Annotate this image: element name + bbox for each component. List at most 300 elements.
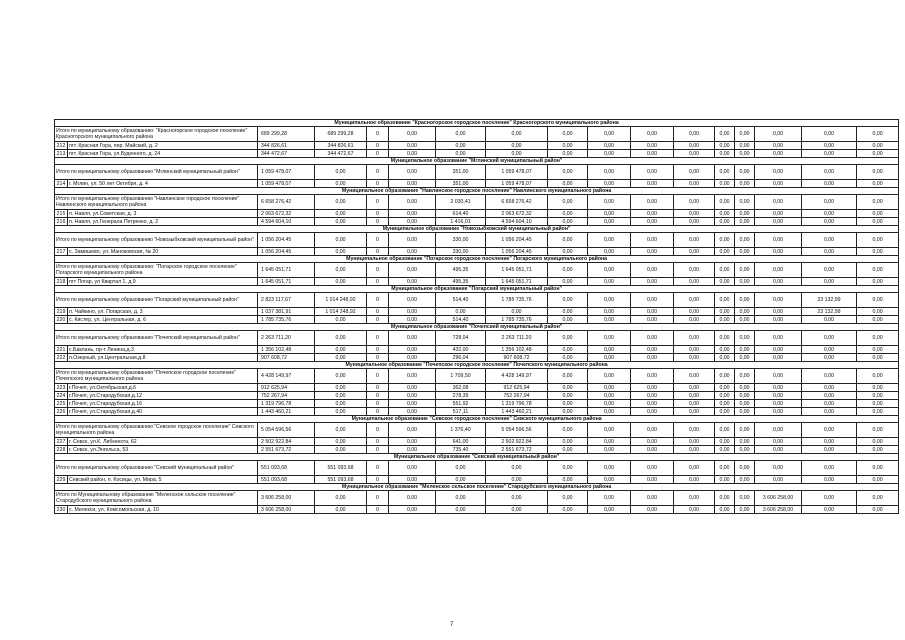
total-value: 6 658 276,42 <box>486 195 548 210</box>
row-number: 214 <box>55 180 68 188</box>
value-cell: 278,39 <box>436 392 486 400</box>
value-cell: 0,00 <box>389 218 436 226</box>
total-value: 0 <box>367 461 389 476</box>
total-value: 0,00 <box>715 165 735 180</box>
address-cell: пгт. Красная Гора, пер. Майский, д. 2 <box>68 142 258 150</box>
total-value: 0,00 <box>735 165 755 180</box>
value-cell: 0,00 <box>715 180 735 188</box>
total-value: 0,00 <box>486 127 548 142</box>
value-cell: 344 472,67 <box>258 150 315 158</box>
value-cell: 0,00 <box>755 354 802 362</box>
table-row <box>55 278 899 286</box>
value-cell: 0,00 <box>755 180 802 188</box>
value-cell: 0,00 <box>548 150 588 158</box>
section-title: Муниципальное образование "Почепский муниципальный район" <box>55 324 899 331</box>
address-cell: пгт Погар, ул Квартал 1, д.9 <box>68 278 258 286</box>
value-cell: 0,00 <box>548 316 588 324</box>
value-cell: 0,00 <box>389 392 436 400</box>
value-cell: 344 826,61 <box>315 142 367 150</box>
value-cell: 0,00 <box>548 346 588 354</box>
value-cell: 0,00 <box>631 506 674 514</box>
total-value: 0,00 <box>755 233 802 248</box>
value-cell: 0,00 <box>548 408 588 416</box>
total-value: 0,00 <box>548 423 588 438</box>
value-cell: 0,00 <box>715 408 735 416</box>
value-cell: 0,00 <box>315 210 367 218</box>
value-cell: 551 093,68 <box>315 476 367 484</box>
value-cell: 0,00 <box>715 142 735 150</box>
value-cell: 0,00 <box>588 180 631 188</box>
section-title: Муниципальное образование "Навлинское городское поселение" Навлинского муниципального района <box>55 188 899 195</box>
value-cell: 0 <box>367 346 389 354</box>
total-value: 23 132,99 <box>802 293 857 308</box>
total-value: 0,00 <box>857 331 899 346</box>
address-cell: п. Навля, ул.Советская, д. 3 <box>68 210 258 218</box>
value-cell: 0,00 <box>486 142 548 150</box>
value-cell: 0,00 <box>857 308 899 316</box>
value-cell: 912 625,94 <box>486 384 548 392</box>
value-cell: 0,00 <box>315 392 367 400</box>
total-value: 3 606 258,00 <box>755 491 802 506</box>
total-value: 0,00 <box>674 127 715 142</box>
value-cell: 0,00 <box>548 354 588 362</box>
address-cell: п. Чайкино, ул. Погарская, д. 3 <box>68 308 258 316</box>
total-value: 0 <box>367 195 389 210</box>
total-value: 0,00 <box>548 331 588 346</box>
value-cell: 0,00 <box>755 150 802 158</box>
value-cell: 0 <box>367 278 389 286</box>
value-cell: 0,00 <box>588 248 631 256</box>
value-cell: 1 356 102,48 <box>258 346 315 354</box>
total-value: 0,00 <box>389 127 436 142</box>
value-cell: 0,00 <box>802 346 857 354</box>
total-value: 0 <box>367 263 389 278</box>
total-value: 0,00 <box>548 165 588 180</box>
total-value: 3 606 258,00 <box>258 491 315 506</box>
address-cell: г. Севск, ул.Энгельса, 53 <box>68 446 258 454</box>
value-cell: 0,00 <box>857 438 899 446</box>
section-total-row <box>55 293 899 308</box>
value-cell: 3 606 258,00 <box>755 506 802 514</box>
total-value: 0,00 <box>588 423 631 438</box>
value-cell: 0,00 <box>674 506 715 514</box>
value-cell: 0,00 <box>631 316 674 324</box>
table-row <box>55 210 899 218</box>
section-header-row <box>55 286 899 293</box>
value-cell: 0,00 <box>802 316 857 324</box>
value-cell: 641,00 <box>436 438 486 446</box>
total-value: 1 059 478,07 <box>486 165 548 180</box>
value-cell: 0,00 <box>715 346 735 354</box>
total-name: Итого по муниципальному образованию: "Погарское городское поселение" Погарского муниципального района <box>55 263 258 278</box>
value-cell: 0,00 <box>674 400 715 408</box>
value-cell: 0,00 <box>735 400 755 408</box>
total-value: 1 709,50 <box>436 369 486 384</box>
section-title: Муниципальное образование "Новозыбковский муниципальный район" <box>55 226 899 233</box>
value-cell: 0,00 <box>315 506 367 514</box>
total-value: 0,00 <box>389 263 436 278</box>
value-cell: 0,00 <box>631 400 674 408</box>
total-value: 0,00 <box>631 165 674 180</box>
total-value: 0,00 <box>735 233 755 248</box>
total-value: 1 056 204,45 <box>486 233 548 248</box>
table-row <box>55 308 899 316</box>
value-cell: 735,40 <box>436 446 486 454</box>
total-name: Итого по муниципальному образованию "Навлинское городское поселение" Навлинского муниципального района <box>55 195 258 210</box>
value-cell: 0,00 <box>588 354 631 362</box>
value-cell: 0,00 <box>548 384 588 392</box>
address-cell: пгт. Красная Гора, ул.Буденного, д. 24 <box>68 150 258 158</box>
total-value: 2 263 711,20 <box>486 331 548 346</box>
total-value: 0,00 <box>735 491 755 506</box>
total-value: 0,00 <box>631 293 674 308</box>
value-cell: 0,00 <box>755 308 802 316</box>
value-cell: 0,00 <box>735 316 755 324</box>
total-value: 0 <box>367 233 389 248</box>
row-number: 224 <box>55 392 68 400</box>
value-cell: 907 608,72 <box>258 354 315 362</box>
total-value: 495,35 <box>436 263 486 278</box>
value-cell: 752 267,94 <box>486 392 548 400</box>
value-cell: 2 063 672,32 <box>486 210 548 218</box>
value-cell: 0,00 <box>715 400 735 408</box>
value-cell: 0,00 <box>486 150 548 158</box>
section-total-row <box>55 369 899 384</box>
total-value: 0,00 <box>315 195 367 210</box>
total-value: 0,00 <box>755 369 802 384</box>
value-cell: 551 093,68 <box>258 476 315 484</box>
total-value: 0,00 <box>735 461 755 476</box>
value-cell: 0,00 <box>735 278 755 286</box>
value-cell: 0,00 <box>486 476 548 484</box>
value-cell: 517,11 <box>436 408 486 416</box>
value-cell: 0,00 <box>857 150 899 158</box>
section-title: Муниципальное образование "Почепское городское поселение" Почепского муниципального района <box>55 362 899 369</box>
table-row <box>55 248 899 256</box>
value-cell: 0,00 <box>755 408 802 416</box>
value-cell: 0,00 <box>735 384 755 392</box>
value-cell: 0,00 <box>548 476 588 484</box>
value-cell: 0,00 <box>631 408 674 416</box>
table-row <box>55 316 899 324</box>
total-value: 0,00 <box>735 331 755 346</box>
value-cell: 0,00 <box>315 218 367 226</box>
section-header-row <box>55 362 899 369</box>
total-value: 0,00 <box>548 195 588 210</box>
row-number: 218 <box>55 278 68 286</box>
section-header-row <box>55 226 899 233</box>
total-value: 0,00 <box>674 369 715 384</box>
total-value: 2 823 117,67 <box>258 293 315 308</box>
total-value: 0,00 <box>389 331 436 346</box>
value-cell: 0,00 <box>802 438 857 446</box>
total-value: 0,00 <box>755 263 802 278</box>
value-cell: 0,00 <box>802 408 857 416</box>
total-value: 0,00 <box>389 423 436 438</box>
table-row <box>55 218 899 226</box>
value-cell: 0,00 <box>857 400 899 408</box>
total-name: Итого по муниципальному образованию "Севское городское поселение" Севского муниципального района <box>55 423 258 438</box>
value-cell: 330,00 <box>436 248 486 256</box>
total-value: 0,00 <box>755 195 802 210</box>
page-number: 7 <box>450 622 454 628</box>
total-value: 0,00 <box>802 331 857 346</box>
value-cell: 0 <box>367 308 389 316</box>
value-cell: 0,00 <box>674 218 715 226</box>
total-value: 0,00 <box>735 127 755 142</box>
value-cell: 0,00 <box>857 446 899 454</box>
value-cell: 0,00 <box>715 392 735 400</box>
value-cell: 0,00 <box>631 384 674 392</box>
value-cell: 0,00 <box>755 142 802 150</box>
total-value: 0,00 <box>715 369 735 384</box>
total-value: 0,00 <box>674 331 715 346</box>
value-cell: 3 606 258,00 <box>258 506 315 514</box>
value-cell: 0,00 <box>755 210 802 218</box>
total-value: 0,00 <box>436 127 486 142</box>
value-cell: 1 785 735,76 <box>486 316 548 324</box>
value-cell: 0,00 <box>588 278 631 286</box>
value-cell: 0,00 <box>857 218 899 226</box>
total-value: 0,00 <box>674 293 715 308</box>
total-value: 0,00 <box>588 165 631 180</box>
total-value: 0,00 <box>588 293 631 308</box>
value-cell: 0,00 <box>755 476 802 484</box>
value-cell: 0,00 <box>857 210 899 218</box>
value-cell: 0,00 <box>755 278 802 286</box>
value-cell: 351,00 <box>436 180 486 188</box>
value-cell: 0,00 <box>755 384 802 392</box>
value-cell: 344 472,67 <box>315 150 367 158</box>
section-title: Муниципальное образование "Красногорское городское поселение" Красногорского муниципального района <box>55 120 899 127</box>
value-cell: 0,00 <box>631 476 674 484</box>
total-value: 0,00 <box>857 491 899 506</box>
value-cell: 495,35 <box>436 278 486 286</box>
total-name: Итого по муниципальному образованию "Мглинский муниципальный район" <box>55 165 258 180</box>
row-number: 230 <box>55 506 68 514</box>
value-cell: 0,00 <box>631 218 674 226</box>
value-cell: 0,00 <box>735 438 755 446</box>
value-cell: 1 443 460,21 <box>258 408 315 416</box>
total-value: 4 428 149,97 <box>486 369 548 384</box>
value-cell: 0,00 <box>802 446 857 454</box>
total-value: 0,00 <box>588 233 631 248</box>
value-cell: 0,00 <box>315 248 367 256</box>
total-name: Итого по муниципальному образованию "Почепский муниципальный район" <box>55 331 258 346</box>
value-cell: 0 <box>367 180 389 188</box>
total-value: 0,00 <box>802 233 857 248</box>
value-cell: 1 056 204,45 <box>258 248 315 256</box>
total-value: 0,00 <box>857 461 899 476</box>
total-value: 1 376,40 <box>436 423 486 438</box>
value-cell: 0,00 <box>389 446 436 454</box>
value-cell: 0,00 <box>755 446 802 454</box>
row-number: 219 <box>55 308 68 316</box>
address-cell: г. Мглин, ул. 50 лет Октября, д. 4 <box>68 180 258 188</box>
value-cell: 0,00 <box>674 446 715 454</box>
value-cell: 344 826,61 <box>258 142 315 150</box>
value-cell: 752 267,94 <box>258 392 315 400</box>
value-cell: 0,00 <box>857 384 899 392</box>
value-cell: 0,00 <box>857 354 899 362</box>
total-name: Итого по муниципальному образованию "Почепское городское поселение" Почепского муниципального района <box>55 369 258 384</box>
row-number: 228 <box>55 446 68 454</box>
total-value: 5 054 596,56 <box>486 423 548 438</box>
value-cell: 0,00 <box>315 346 367 354</box>
value-cell: 0 <box>367 400 389 408</box>
row-number: 229 <box>55 476 68 484</box>
total-value: 0,00 <box>802 461 857 476</box>
value-cell: 0,00 <box>802 142 857 150</box>
total-value: 0 <box>367 331 389 346</box>
table-row <box>55 150 899 158</box>
value-cell: 0,00 <box>715 476 735 484</box>
total-value: 0 <box>367 127 389 142</box>
total-value: 0,00 <box>857 263 899 278</box>
address-cell: г.Почеп, ул.Стародубская,д.16 <box>68 400 258 408</box>
total-value: 1 645 051,71 <box>258 263 315 278</box>
value-cell: 0 <box>367 316 389 324</box>
total-value: 551 093,68 <box>258 461 315 476</box>
value-cell: 1 319 796,78 <box>486 400 548 408</box>
section-header-row <box>55 454 899 461</box>
value-cell: 0,00 <box>315 316 367 324</box>
table-row <box>55 446 899 454</box>
value-cell: 0,00 <box>715 384 735 392</box>
value-cell: 0,00 <box>802 392 857 400</box>
value-cell: 0,00 <box>548 308 588 316</box>
total-value: 0,00 <box>802 195 857 210</box>
total-value: 728,04 <box>436 331 486 346</box>
value-cell: 0,00 <box>588 210 631 218</box>
value-cell: 0,00 <box>548 446 588 454</box>
value-cell: 1 645 051,71 <box>486 278 548 286</box>
value-cell: 0,00 <box>588 308 631 316</box>
value-cell: 0,00 <box>588 446 631 454</box>
total-value: 0 <box>367 165 389 180</box>
total-value: 1 056 204,45 <box>258 233 315 248</box>
value-cell: 0,00 <box>802 248 857 256</box>
value-cell: 1 785 735,76 <box>258 316 315 324</box>
value-cell: 0,00 <box>735 142 755 150</box>
value-cell: 0,00 <box>715 278 735 286</box>
value-cell: 0,00 <box>315 408 367 416</box>
total-value: 5 054 596,56 <box>258 423 315 438</box>
total-value: 0,00 <box>389 491 436 506</box>
value-cell: 0,00 <box>315 446 367 454</box>
total-value: 0,00 <box>588 369 631 384</box>
value-cell: 0,00 <box>674 384 715 392</box>
value-cell: 0,00 <box>631 248 674 256</box>
total-value: 0,00 <box>755 127 802 142</box>
value-cell: 0 <box>367 392 389 400</box>
row-number: 227 <box>55 438 68 446</box>
value-cell: 0,00 <box>389 142 436 150</box>
value-cell: 0,00 <box>755 400 802 408</box>
total-value: 0,00 <box>802 263 857 278</box>
total-value: 2 263 711,20 <box>258 331 315 346</box>
value-cell: 0,00 <box>631 392 674 400</box>
value-cell: 0,00 <box>588 150 631 158</box>
total-name: Итого по муниципальному образованию: "Красногорское городское поселение" Красногорского муниципального района <box>55 127 258 142</box>
value-cell: 0,00 <box>674 150 715 158</box>
value-cell: 0,00 <box>715 354 735 362</box>
section-header-row <box>55 324 899 331</box>
value-cell: 1 416,01 <box>436 218 486 226</box>
value-cell: 0,00 <box>548 142 588 150</box>
table-row <box>55 384 899 392</box>
table-row <box>55 346 899 354</box>
value-cell: 0,00 <box>631 278 674 286</box>
value-cell: 0,00 <box>674 316 715 324</box>
value-cell: 0,00 <box>588 142 631 150</box>
total-value: 0,00 <box>631 127 674 142</box>
total-value: 0 <box>367 491 389 506</box>
value-cell: 0,00 <box>436 506 486 514</box>
total-value: 1 059 478,07 <box>258 165 315 180</box>
value-cell: 0,00 <box>389 408 436 416</box>
value-cell: 0,00 <box>548 506 588 514</box>
value-cell: 0,00 <box>389 346 436 354</box>
table-row <box>55 142 899 150</box>
value-cell: 0 <box>367 142 389 150</box>
section-title: Муниципальное образование "Севское городское поселение" Севского муниципального района <box>55 416 899 423</box>
budget-table <box>54 119 899 514</box>
total-value: 0,00 <box>389 293 436 308</box>
value-cell: 0,00 <box>715 308 735 316</box>
total-value: 0,00 <box>735 293 755 308</box>
total-value: 0,00 <box>715 263 735 278</box>
value-cell: 0,00 <box>802 278 857 286</box>
value-cell: 0,00 <box>631 210 674 218</box>
total-value: 0,00 <box>857 165 899 180</box>
total-value: 0 <box>367 423 389 438</box>
value-cell: 1 059 478,07 <box>258 180 315 188</box>
value-cell: 0,00 <box>715 438 735 446</box>
total-value: 1 785 735,76 <box>486 293 548 308</box>
total-value: 0,00 <box>588 127 631 142</box>
total-value: 0,00 <box>588 263 631 278</box>
address-cell: г.Почеп, ул.Октябрьская,д.6 <box>68 384 258 392</box>
value-cell: 0,00 <box>631 308 674 316</box>
value-cell: 1 356 102,48 <box>486 346 548 354</box>
value-cell: 0 <box>367 506 389 514</box>
value-cell: 0,00 <box>486 506 548 514</box>
total-name: Итого по муниципальному образованию "Погарский муниципальный район" <box>55 293 258 308</box>
total-value: 0,00 <box>715 491 735 506</box>
total-value: 0,00 <box>857 423 899 438</box>
section-header-row <box>55 120 899 127</box>
value-cell: 0,00 <box>674 248 715 256</box>
value-cell: 2 502 922,84 <box>258 438 315 446</box>
address-cell: с.Баклань, пр-т Ленина,д.3 <box>68 346 258 354</box>
value-cell: 0,00 <box>857 248 899 256</box>
total-value: 0,00 <box>315 165 367 180</box>
total-value: 689 299,28 <box>315 127 367 142</box>
table-row <box>55 438 899 446</box>
section-total-row <box>55 263 899 278</box>
value-cell: 0,00 <box>436 150 486 158</box>
total-value: 0,00 <box>389 233 436 248</box>
total-value: 0,00 <box>715 293 735 308</box>
total-value: 0,00 <box>857 127 899 142</box>
value-cell: 2 551 673,72 <box>486 446 548 454</box>
total-value: 0,00 <box>755 461 802 476</box>
value-cell: 0 <box>367 150 389 158</box>
value-cell: 0,00 <box>802 506 857 514</box>
value-cell: 0,00 <box>548 400 588 408</box>
value-cell: 0,00 <box>755 316 802 324</box>
